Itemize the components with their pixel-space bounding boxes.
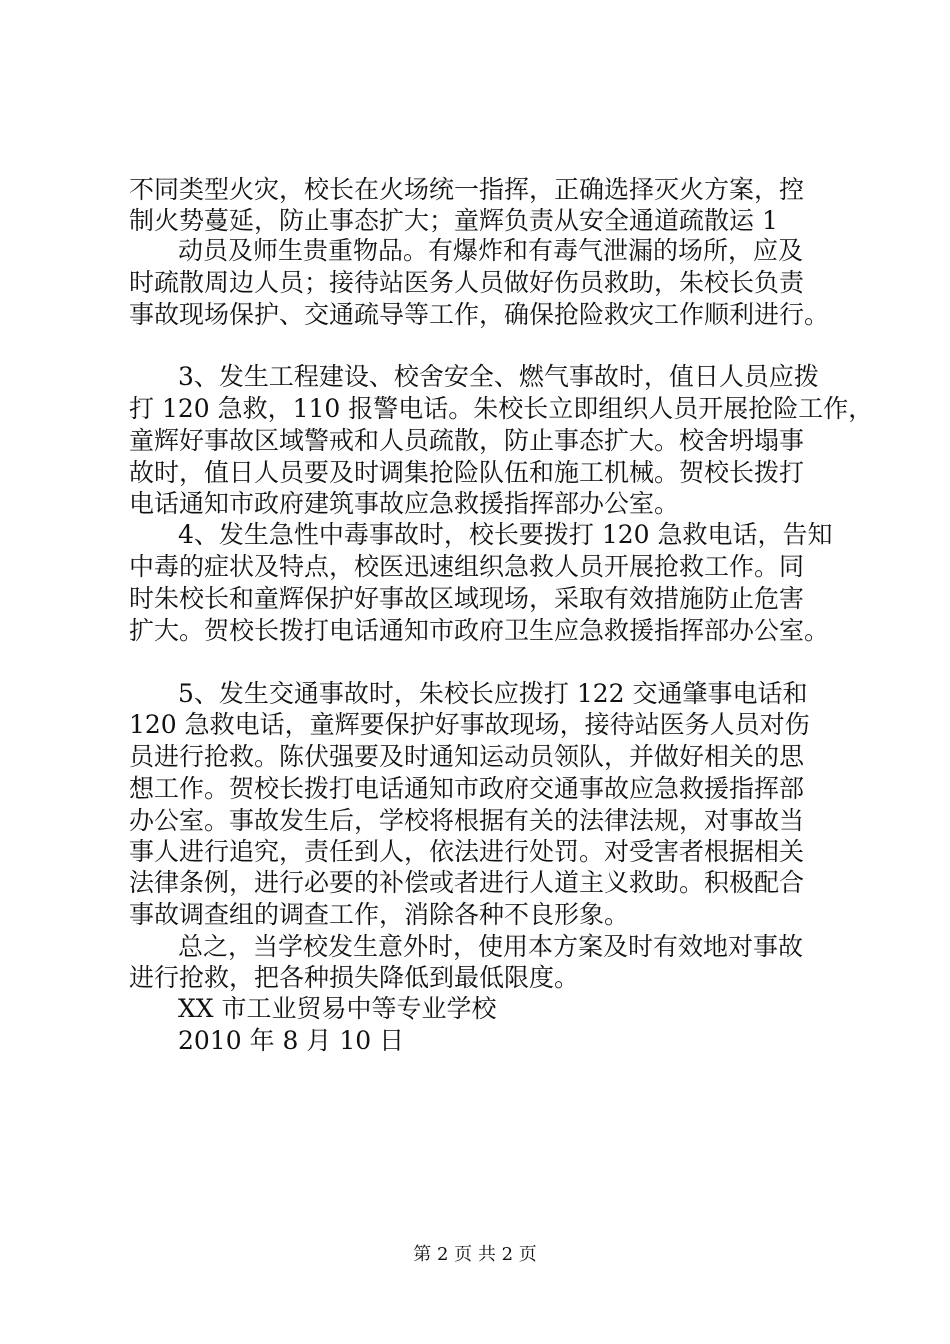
body-line: 进行抢救，把各种损失降低到最低限度。 [129,963,580,992]
body-line: 制火势蔓延，防止事态扩大；童辉负责从安全通道疏散运 1 [129,206,778,235]
body-line: 3、发生工程建设、校舍安全、燃气事故时，值日人员应拨 [178,362,819,391]
body-line: 办公室。事故发生后，学校将根据有关的法律法规，对事故当 [129,806,805,835]
body-line: 想工作。贺校长拨打电话通知市政府交通事故应急救援指挥部 [129,774,805,803]
body-line: 动员及师生贵重物品。有爆炸和有毒气泄漏的场所，应及 [178,236,804,265]
body-line: 总之，当学校发生意外时，使用本方案及时有效地对事故 [178,932,804,961]
body-line: 事故现场保护、交通疏导等工作，确保抢险救灾工作顺利进行。 [129,300,830,329]
body-line: 打 120 急救，110 报警电话。朱校长立即组织人员开展抢险工作， [129,394,874,423]
page-footer: 第 2 页 共 2 页 [413,1244,537,1265]
body-line: 法律条例，进行必要的补偿或者进行人道主义救助。积极配合 [129,868,805,897]
body-line: 故时，值日人员要及时调集抢险队伍和施工机械。贺校长拨打 [129,458,805,487]
body-line: 5、发生交通事故时，朱校长应拨打 122 交通肇事电话和 [178,679,808,708]
signature-date: 2010 年 8 月 10 日 [178,1026,405,1055]
body-line: 童辉好事故区域警戒和人员疏散，防止事态扩大。校舍坍塌事 [129,426,805,455]
body-line: 4、发生急性中毒事故时，校长要拨打 120 急救电话，告知 [178,520,833,549]
body-line: 时疏散周边人员；接待站医务人员做好伤员救助，朱校长负责 [129,268,805,297]
body-line: 事人进行追究，责任到人，依法进行处罚。对受害者根据相关 [129,837,805,866]
body-line: 时朱校长和童辉保护好事故区域现场，采取有效措施防止危害 [129,584,805,613]
body-line: 电话通知市政府建筑事故应急救援指挥部办公室。 [129,489,680,518]
body-line: 员进行抢救。陈伏强要及时通知运动员领队，并做好相关的思 [129,742,805,771]
signature-school: XX 市工业贸易中等专业学校 [178,994,497,1023]
body-line: 中毒的症状及特点，校医迅速组织急救人员开展抢救工作。同 [129,552,805,581]
body-line: 不同类型火灾，校长在火场统一指挥，正确选择灭火方案，控 [129,175,805,204]
body-line: 事故调查组的调查工作，消除各种不良形象。 [129,900,630,929]
body-line: 120 急救电话，童辉要保护好事故现场，接待站医务人员对伤 [129,710,810,739]
body-line: 扩大。贺校长拨打电话通知市政府卫生应急救援指挥部办公室。 [129,616,830,645]
